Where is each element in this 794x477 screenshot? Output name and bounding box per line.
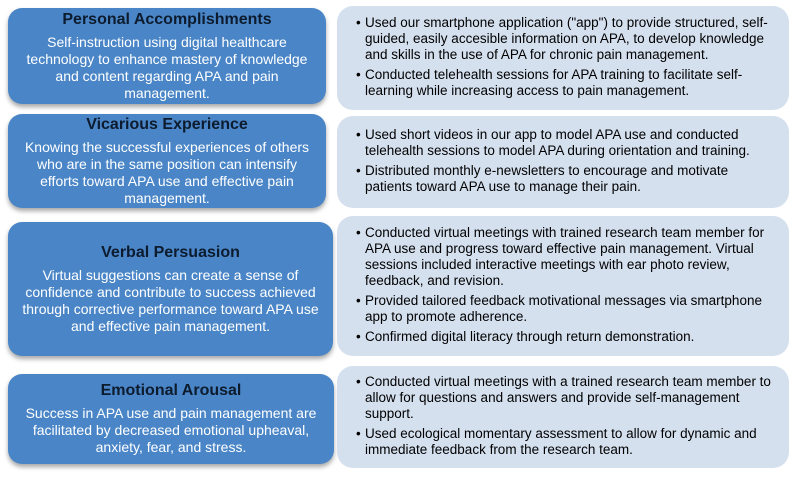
strategy-box	[337, 366, 789, 468]
concept-box	[8, 374, 334, 464]
strategy-item: • Distributed monthly e-newsletters to encourage and motivate patients toward APA use to manage their pain.	[365, 163, 771, 195]
strategy-item: • Conducted virtual meetings with a trained research team member to allow for questions and answers and provide self-management support.	[365, 374, 771, 422]
concept-title: Emotional Arousal	[100, 382, 242, 399]
concept-description: Success in APA use and pain management are facilitated by decreased emotional upheaval, anxiety, fear, and stress.	[25, 405, 317, 455]
strategy-item: • Conducted telehealth sessions for APA training to facilitate self-learning while increasing access to pain management.	[365, 67, 771, 99]
concept-box	[8, 114, 326, 208]
concept-description: Self-instruction using digital healthcare technology to enhance mastery of knowledge and content regarding APA and pain management.	[26, 33, 308, 101]
strategy-box	[337, 116, 789, 208]
concept-box	[8, 8, 326, 104]
concept-title: Personal Accomplishments	[62, 10, 272, 28]
strategy-item: • Conducted virtual meetings with trained research team member for APA use and progress toward effective pain management. Virtual sessions included interactive meetings with ear photo review, feedback, and revision.	[365, 225, 771, 289]
strategy-list	[365, 224, 771, 349]
concept-box	[8, 222, 333, 356]
strategy-box	[337, 6, 789, 110]
concept-description: Virtual suggestions can create a sense of confidence and contribute to success achieved through corrective performance toward APA use and effective pain management.	[22, 266, 319, 334]
strategy-list	[365, 373, 771, 462]
strategy-item: • Used ecological momentary assessment to allow for dynamic and immediate feedback from the research team.	[365, 426, 771, 458]
concept-title: Vicarious Experience	[86, 115, 248, 133]
strategy-item: • Provided tailored feedback motivational messages via smartphone app to promote adherence.	[365, 293, 771, 325]
strategy-item: • Used our smartphone application ("app") to provide structured, self-guided, easily accesible information on APA, to develop knowledge and skills in the use of APA for chronic pain management.	[365, 15, 771, 63]
strategy-list	[365, 14, 771, 103]
concept-title: Verbal Persuasion	[101, 243, 240, 261]
strategy-box	[337, 216, 789, 356]
strategy-list	[365, 126, 771, 199]
concept-description: Knowing the successful experiences of others who are in the same position can intensify efforts toward APA use and effective pain management.	[24, 138, 310, 206]
strategy-item: • Confirmed digital literacy through return demonstration.	[365, 329, 771, 345]
strategy-item: • Used short videos in our app to model APA use and conducted telehealth sessions to model APA during orientation and training.	[365, 127, 771, 159]
